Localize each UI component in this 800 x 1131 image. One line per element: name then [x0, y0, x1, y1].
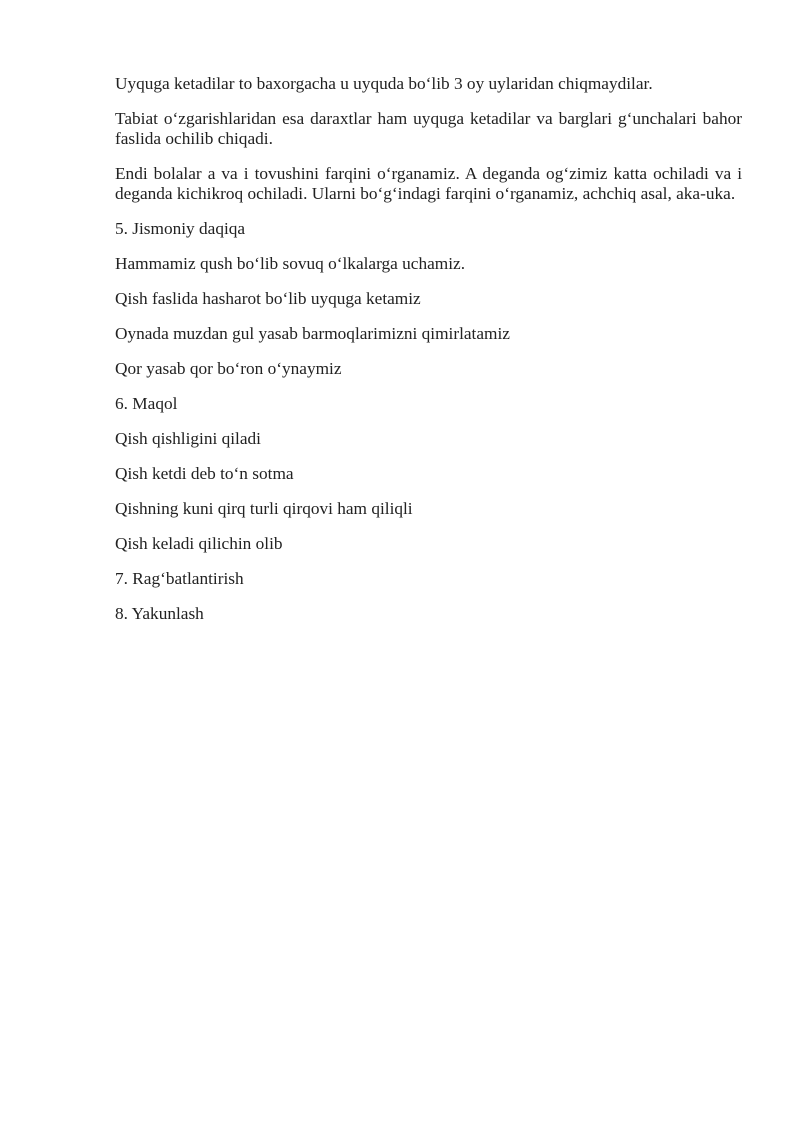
proverb-line-1: Qish qishligini qiladi: [115, 429, 261, 448]
exercise-line-birds: Hammamiz qush bo‘lib sovuq o‘lkalarga uchamiz.: [115, 254, 466, 273]
paragraph-vowel-lesson: Endi bolalar a va i tovushini farqini o‘rganamiz. A deganda og‘zimiz katta ochiladi va i deganda kichikroq ochiladi. Ularni bo‘g‘indagi farqini o‘rganamiz, achchiq asal, aka-uka.: [115, 164, 742, 203]
exercise-line-snow-play: Qor yasab qor bo‘ron o‘ynaymiz: [115, 359, 342, 378]
section-heading-encouragement: 7. Rag‘batlantirish: [115, 569, 244, 588]
proverb-line-4: Qish keladi qilichin olib: [115, 534, 283, 553]
exercise-line-ice-flower: Oynada muzdan gul yasab barmoqlarimizni qimirlatamiz: [115, 324, 510, 343]
proverb-line-2: Qish ketdi deb to‘n sotma: [115, 464, 294, 483]
section-heading-proverb: 6. Maqol: [115, 394, 178, 413]
section-heading-conclusion: 8. Yakunlash: [115, 604, 204, 623]
proverb-line-3: Qishning kuni qirq turli qirqovi ham qiliqli: [115, 499, 413, 518]
section-heading-physical-minute: 5. Jismoniy daqiqa: [115, 219, 246, 238]
paragraph-nature-changes: Tabiat o‘zgarishlaridan esa daraxtlar ham uyquga ketadilar va barglari g‘unchalari bahor faslida ochilib chiqadi.: [115, 109, 742, 148]
document-page: [115, 74, 742, 639]
paragraph-hibernation: Uyquga ketadilar to baxorgacha u uyquda bo‘lib 3 oy uylaridan chiqmaydilar.: [115, 74, 653, 93]
exercise-line-insects: Qish faslida hasharot bo‘lib uyquga ketamiz: [115, 289, 421, 308]
